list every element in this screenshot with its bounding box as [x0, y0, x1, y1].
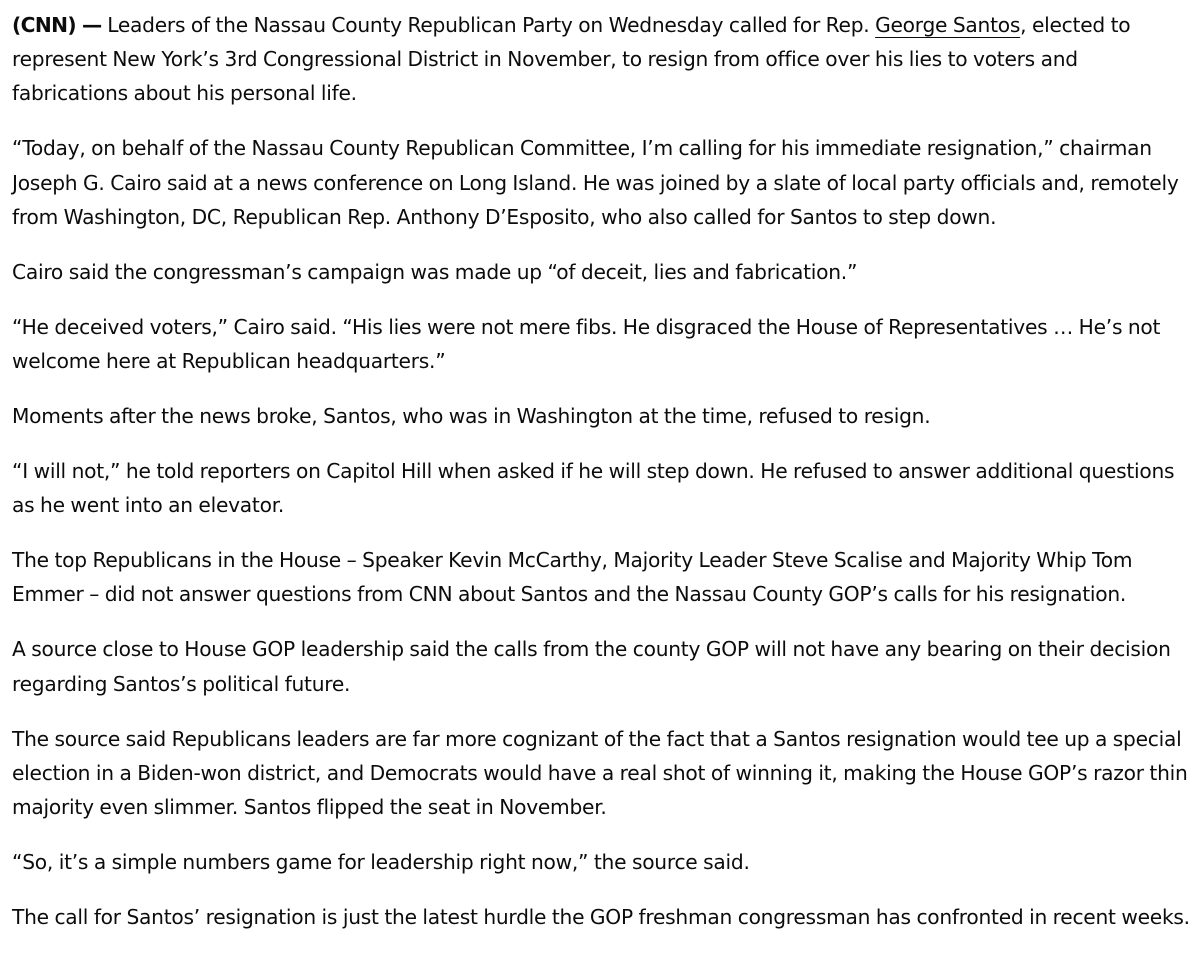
- paragraph-deceived-voters: “He deceived voters,” Cairo said. “His lies were not mere fibs. He disgraced the House of Representatives … He’s not welcome here at Republican headquarters.”: [12, 314, 1161, 374]
- paragraph-special-election: The source said Republicans leaders are far more cognizant of the fact that a Santos resignation would tee up a special election in a Biden-won district, and Democrats would have a real shot of winning it, making the House GOP’s razor thin majority even slimmer. Santos flipped the seat in November.: [12, 726, 1188, 820]
- paragraph-source-leadership: A source close to House GOP leadership said the calls from the county GOP will not have any bearing on their decision regarding Santos’s political future.: [12, 637, 1171, 696]
- lead-text-before-link: Leaders of the Nassau County Republican Party on Wednesday called for Rep.: [101, 13, 876, 37]
- george-santos-link[interactable]: George Santos: [875, 13, 1021, 37]
- paragraph-i-will-not: “I will not,” he told reporters on Capitol Hill when asked if he will step down. He refused to answer additional questions as he went into an elevator.: [12, 459, 1175, 518]
- paragraph-cairo-quote: “Today, on behalf of the Nassau County Republican Committee, I’m calling for his immediate resignation,” chairman Joseph G. Cairo said at a news conference on Long Island. He was joined by a slate of local party officials and, remotely from Washington, DC, Republican Rep. Anthony D’Esposito, who also called for Santos to step down.: [12, 136, 1179, 229]
- dateline: (CNN) —: [12, 13, 102, 37]
- paragraph-latest-hurdle: The call for Santos’ resignation is just the latest hurdle the GOP freshman congressman has confronted in recent weeks.: [12, 905, 1190, 930]
- paragraph-refused-resign: Moments after the news broke, Santos, who was in Washington at the time, refused to resign.: [12, 404, 931, 429]
- paragraph-campaign-deceit: Cairo said the congressman’s campaign was made up “of deceit, lies and fabrication.”: [12, 259, 858, 284]
- paragraph-house-leaders: The top Republicans in the House – Speaker Kevin McCarthy, Majority Leader Steve Scalise and Majority Whip Tom Emmer – did not answer questions from CNN about Santos and the Nassau County GOP’s calls for his resignation.: [12, 548, 1133, 607]
- article-body: [12, 8, 1194, 955]
- paragraph-numbers-game: “So, it’s a simple numbers game for leadership right now,” the source said.: [12, 850, 750, 875]
- lead-text-after-link: , elected to represent New York’s 3rd Congressional District in November, to resign from office over his lies to voters and fabrications about his personal life.: [12, 13, 1131, 106]
- lead-paragraph: [12, 8, 1194, 111]
